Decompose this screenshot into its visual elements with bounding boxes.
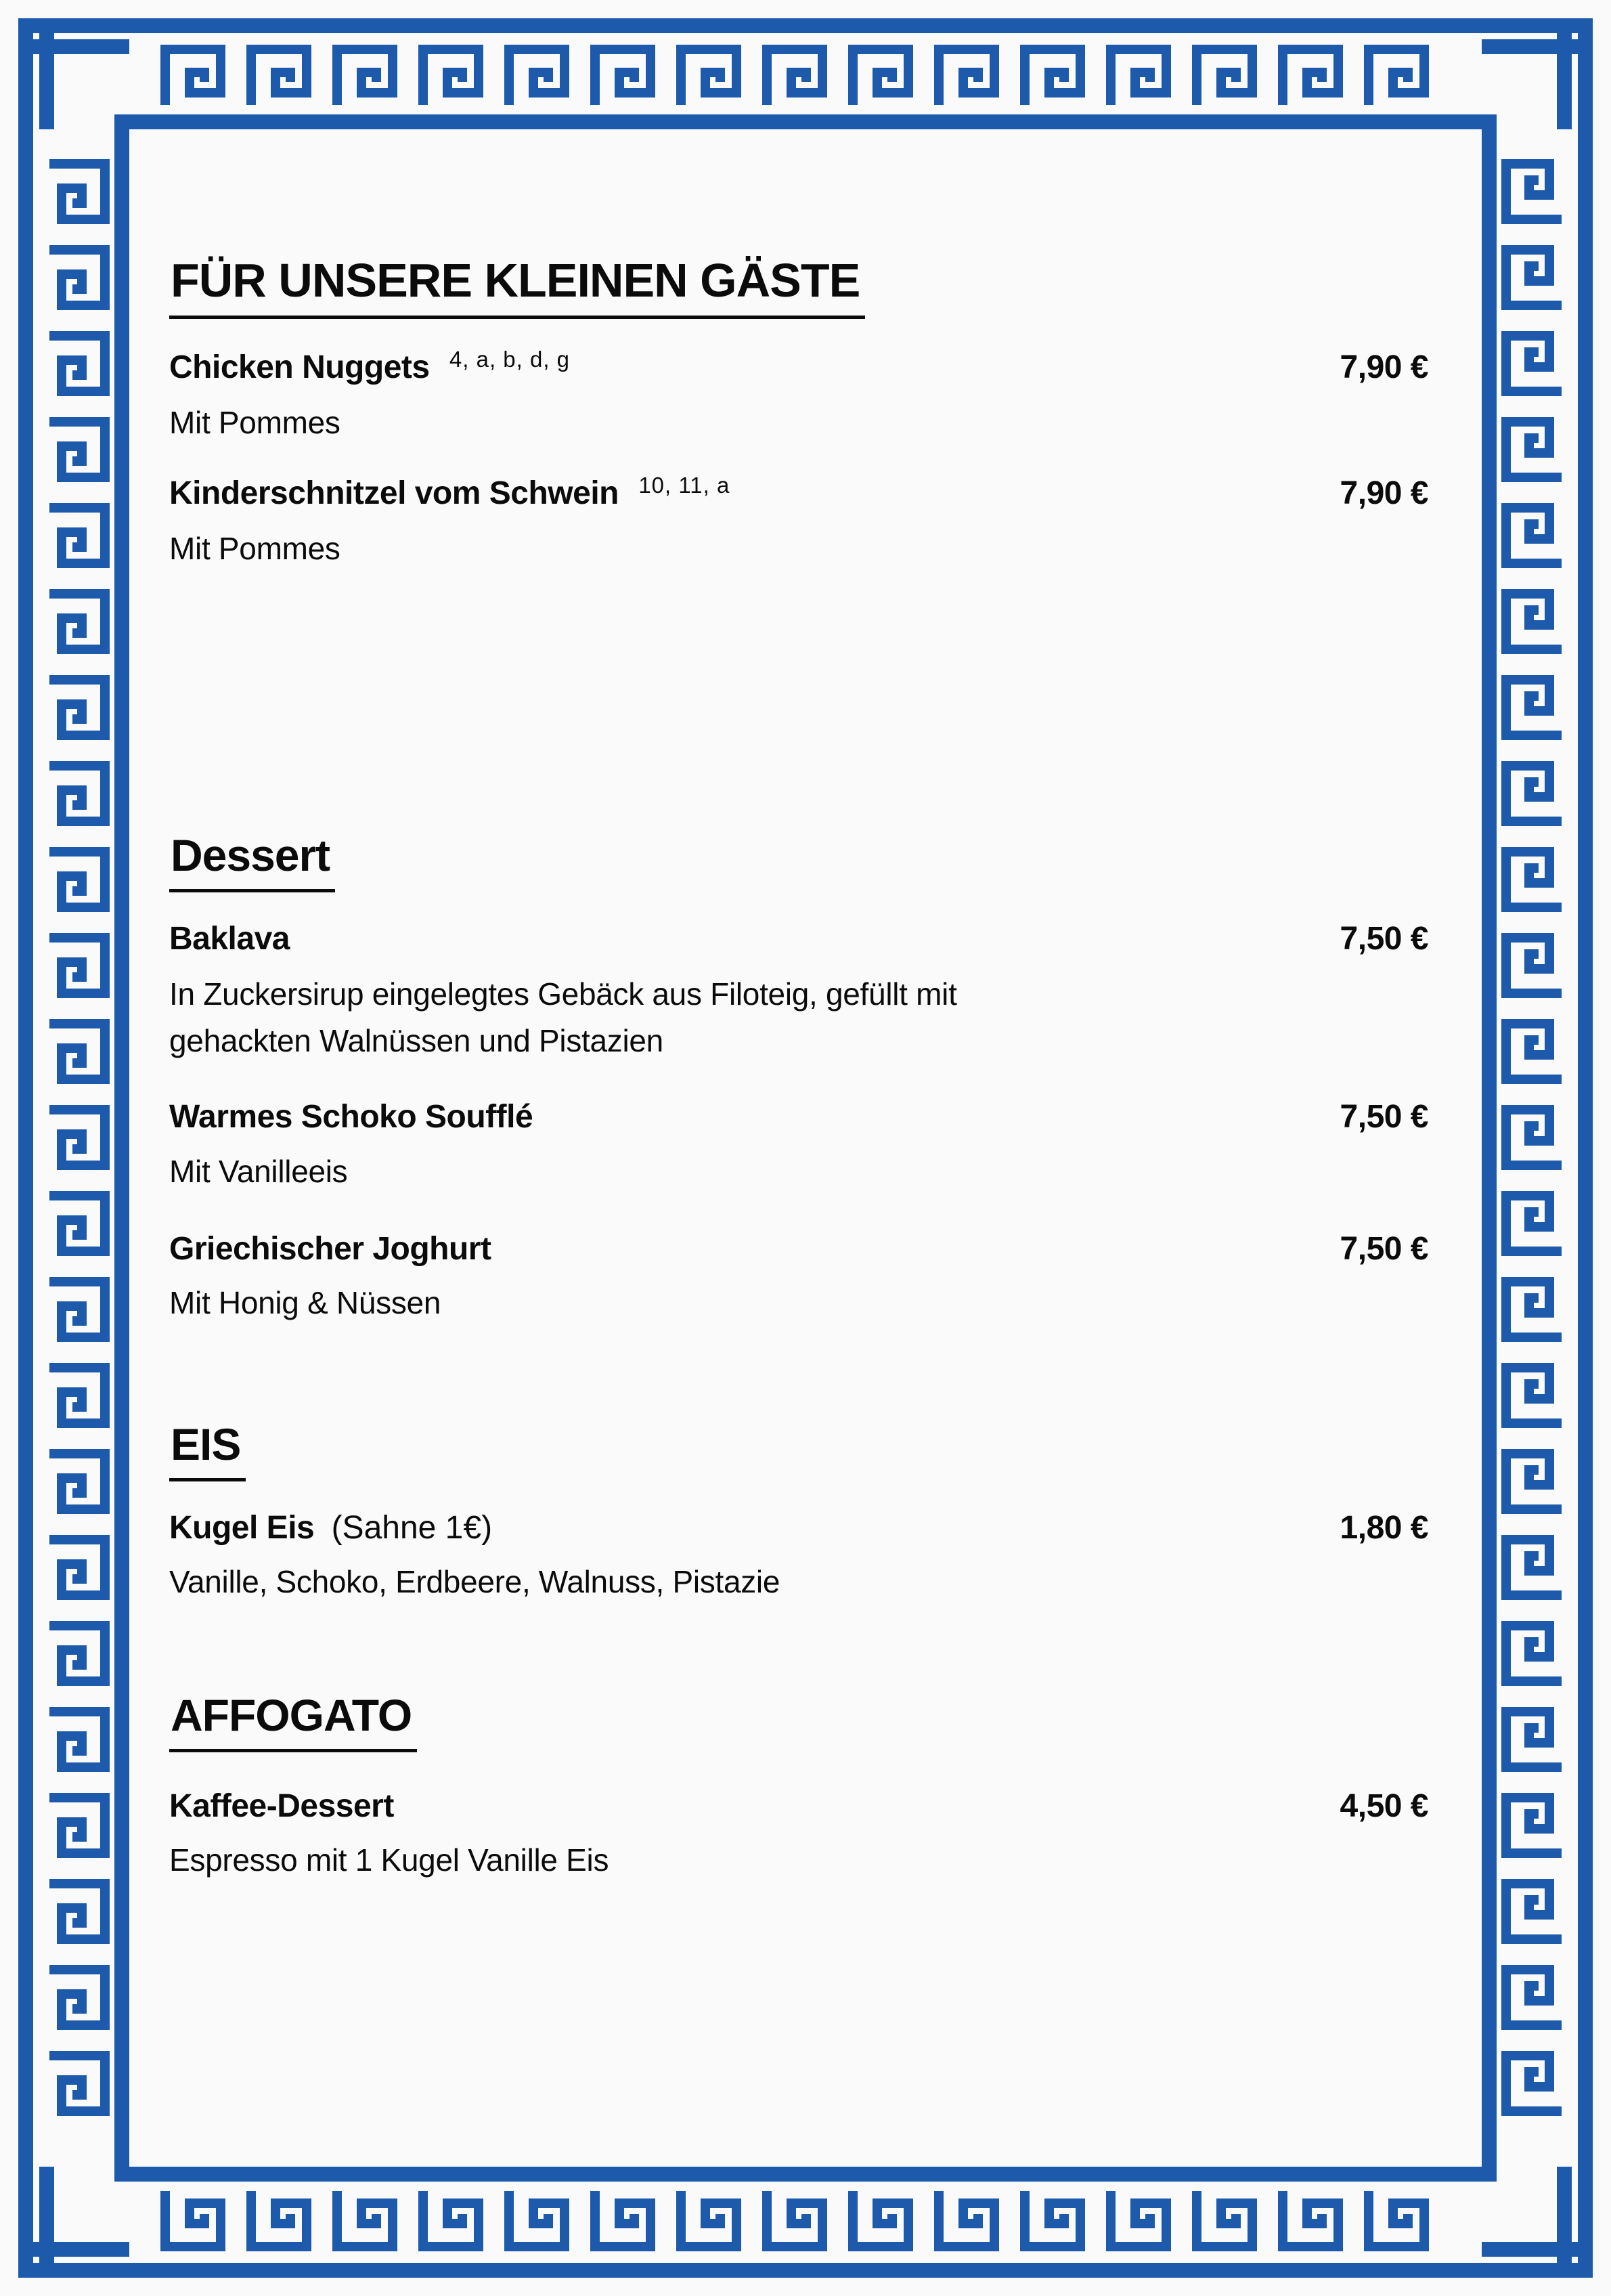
section-heading-dessert: Dessert	[169, 829, 335, 892]
menu-item-kaffee-dessert	[169, 1786, 1428, 1827]
item-price: 7,50 €	[1340, 1099, 1428, 1135]
menu-content	[169, 0, 1428, 2296]
item-name: Kaffee-Dessert	[169, 1788, 394, 1824]
item-name-group	[169, 1786, 394, 1827]
item-description: Mit Pommes	[169, 405, 340, 440]
item-name-group	[169, 1508, 492, 1548]
item-name: Warmes Schoko Soufflé	[169, 1099, 533, 1135]
item-name-group	[169, 347, 570, 388]
item-price: 1,80 €	[1340, 1510, 1428, 1546]
item-price: 7,90 €	[1340, 475, 1428, 511]
item-name-group	[169, 473, 730, 514]
item-name: Chicken Nuggets	[169, 349, 430, 385]
section-heading-eis: EIS	[169, 1418, 246, 1481]
item-price: 7,50 €	[1340, 921, 1428, 957]
item-name-note: (Sahne 1€)	[331, 1510, 493, 1546]
item-name: Griechischer Joghurt	[169, 1231, 491, 1267]
section-heading-kids: FÜR UNSERE KLEINEN GÄSTE	[169, 253, 865, 319]
item-allergens: 10, 11, a	[638, 473, 730, 498]
border-meander-left	[45, 159, 110, 2137]
item-name: Baklava	[169, 921, 290, 957]
item-price: 7,90 €	[1340, 349, 1428, 385]
item-description: Mit Pommes	[169, 531, 340, 566]
item-name-group	[169, 1097, 533, 1138]
menu-item-kugel-eis	[169, 1508, 1428, 1548]
border-meander-right	[1501, 159, 1566, 2137]
item-description: Vanille, Schoko, Erdbeere, Walnuss, Pistazie	[169, 1564, 780, 1599]
section-heading-affogato: AFFOGATO	[169, 1689, 417, 1752]
menu-item-griechischer-joghurt	[169, 1229, 1428, 1270]
menu-item-baklava	[169, 919, 1428, 959]
menu-item-schoko-souffle	[169, 1097, 1428, 1138]
item-allergens: 4, a, b, d, g	[449, 347, 571, 372]
menu-item-kinderschnitzel	[169, 473, 1428, 514]
item-name-group	[169, 1229, 491, 1270]
item-description: Mit Honig & Nüssen	[169, 1285, 441, 1320]
item-name: Kinderschnitzel vom Schwein	[169, 475, 619, 511]
item-description: Mit Vanilleeis	[169, 1154, 348, 1189]
item-price: 4,50 €	[1340, 1788, 1428, 1824]
item-price: 7,50 €	[1340, 1231, 1428, 1267]
item-name: Kugel Eis	[169, 1510, 315, 1546]
item-description: In Zuckersirup eingelegtes Gebäck aus Filoteig, gefüllt mit gehackten Walnüssen und Pistazien	[169, 976, 957, 1058]
item-name-group	[169, 919, 290, 959]
item-description: Espresso mit 1 Kugel Vanille Eis	[169, 1842, 609, 1878]
menu-item-chicken-nuggets	[169, 347, 1428, 388]
